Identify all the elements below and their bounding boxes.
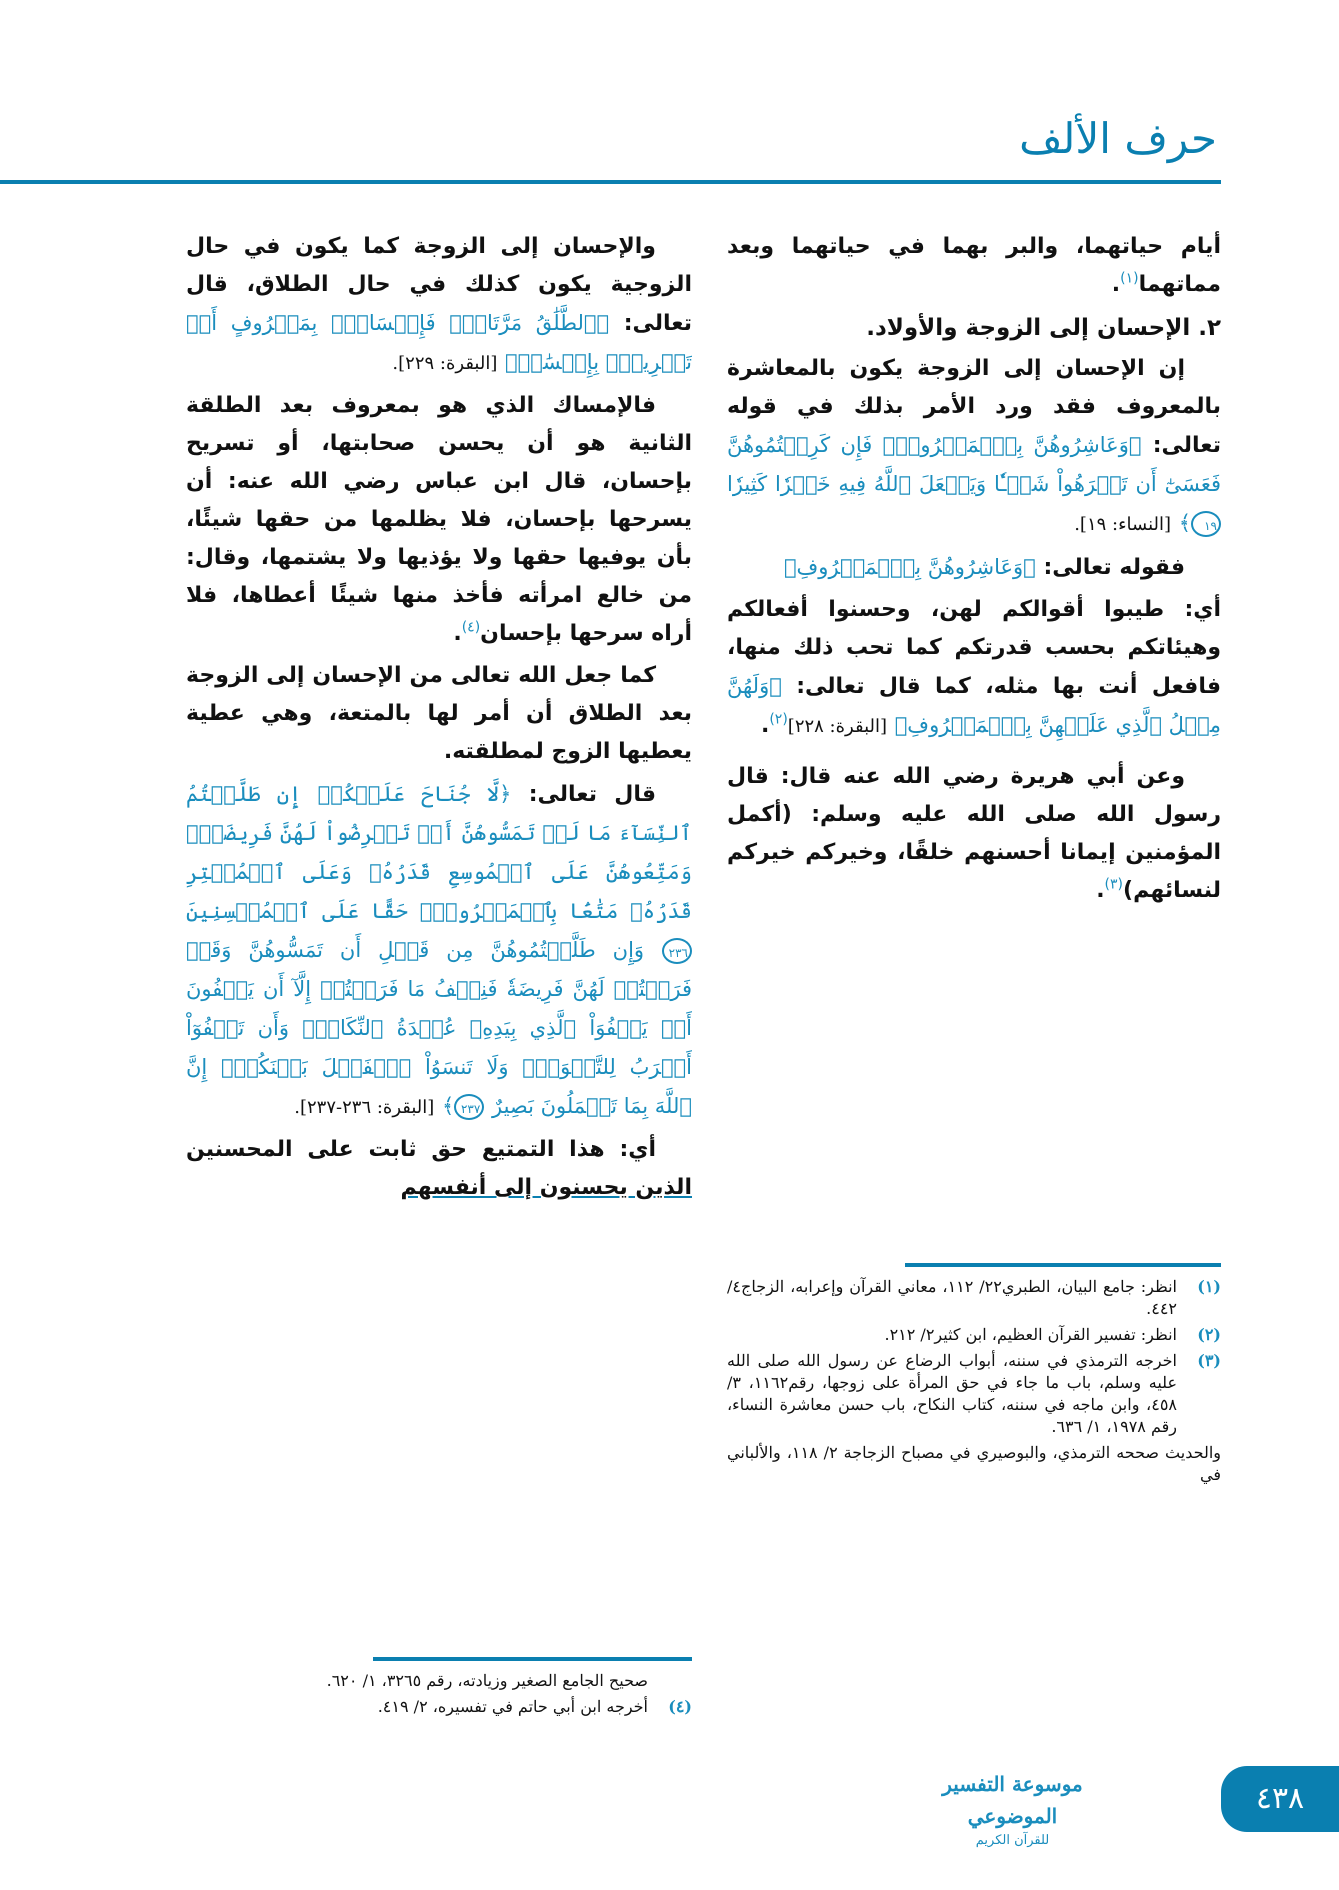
left-column [186,228,692,1652]
footnote-number: (١) [1197,1277,1221,1296]
paragraph: فقوله تعالى: ﴿وَعَاشِرُوهُنَّ بِٱلۡمَعۡرُوفِ﴾ [783,555,1185,580]
section-heading: ٢. الإحسان إلى الزوجة والأولاد. [866,315,1221,341]
encyclopedia-logo [905,1768,1120,1848]
footnote-text: اخرجه الترمذي في سننه، أبواب الرضاع عن رسول الله صلى الله عليه وسلم، باب ما جاء في حق المرأة على زوجها، رقم١١٦٢، ٣/ ٤٥٨، وابن ماجه في سننه، كتاب النكاح، باب حسن معاشرة النساء، رقم ١٩٧٨، ١/ ٦٣٦. [727,1351,1177,1436]
chapter-title: حرف الألف [1019,114,1217,163]
footnote-separator [905,1263,1221,1267]
footnote-number: (٣) [1197,1351,1221,1370]
ayah-number-icon: ١٩ [1191,511,1221,537]
footnote-ref[interactable]: (١) [1120,270,1139,287]
quran-verse: ﴿لَّا جُنَاحَ عَلَيۡكُمۡ إِن طَلَّقۡتُمُ ٱلنِّسَآءَ مَا لَمۡ تَمَسُّوهُنَّ أَوۡ تَفۡرِضُواْ لَهُنَّ فَرِيضَةٗۚ وَمَتِّعُوهُنَّ عَلَى ٱلۡمُوسِعِ قَدَرُهُۥ وَعَلَى ٱلۡمُقۡتِرِ قَدَرُهُۥ مَتَٰعَۢا بِٱلۡمَعۡرُوفِۖ حَقًّا عَلَى ٱلۡمُحۡسِنِينَ [186,782,692,923]
footnote-ref[interactable]: (٣) [1104,876,1124,893]
verse-reference: [البقرة: ٢٣٦-٢٣٧]. [294,1097,435,1118]
footnote-number: (٤) [668,1697,692,1716]
paragraph: إن الإحسان إلى الزوجة يكون بالمعاشرة بالمعروف فقد ورد الأمر بذلك في قوله تعالى: ﴿وَعَاشِرُوهُنَّ بِٱلۡمَعۡرُوفِۚ فَإِن كَرِهۡتُمُوهُنَّ فَعَسَىٰٓ أَن تَكۡرَهُواْ شَيۡـٔٗا وَيَجۡعَلَ ٱللَّهُ فِيهِ خَيۡرٗا كَثِيرٗا ١٩﴾ [النساء: ١٩]. [727,356,1221,535]
footnote-item [186,1696,692,1718]
footnote-item [727,1350,1221,1438]
paragraph: أي: طيبوا أقوالكم لهن، وحسنوا أفعالكم وهيئاتكم بحسب قدرتكم كما تحب ذلك منها، فافعل أنت بها مثله، كما قال تعالى: ﴿وَلَهُنَّ مِثۡلُ ٱلَّذِي عَلَيۡهِنَّ بِٱلۡمَعۡرُوفِ﴾ [البقرة: ٢٢٨]$^{(٢)}$. [727,597,1221,738]
ayah-number-icon: ٢٣٦ [662,938,692,964]
footnote-item [727,1324,1221,1346]
footnote-separator [373,1657,692,1661]
footnote-ref[interactable]: (٢) [769,711,788,728]
footnote-text: انظر: تفسير القرآن العظيم، ابن كثير٢/ ٢١٢. [884,1325,1177,1344]
paragraph: والإحسان إلى الزوجة كما يكون في حال الزوجية يكون كذلك في حال الطلاق، قال تعالى: ﴿ٱلطَّلَٰقُ مَرَّتَانِۖ فَإِمۡسَاكُۢ بِمَعۡرُوفٍ أَوۡ تَسۡرِيحُۢ بِإِحۡسَٰنٖ﴾ [البقرة: ٢٢٩]. [186,234,692,374]
paragraph: أي: هذا التمتيع حق ثابت على المحسنين الذين يحسنون إلى أنفسهم [186,1137,692,1200]
quran-verse: ﴿وَعَاشِرُوهُنَّ بِٱلۡمَعۡرُوفِ﴾ [783,555,1036,579]
underlined-text: الذين يحسنون إلى أنفسهم [400,1175,692,1200]
paragraph: وعن أبي هريرة رضي الله عنه قال: قال رسول الله صلى الله عليه وسلم: (أكمل المؤمنين إيمانا أحسنهم خلقًا، وخيركم خيركم لنسائهم)$^{(٣)}$. [727,764,1221,903]
quran-verse: ﴿وَعَاشِرُوهُنَّ بِٱلۡمَعۡرُوفِۚ فَإِن كَرِهۡتُمُوهُنَّ فَعَسَىٰٓ أَن تَكۡرَهُواْ شَيۡـٔٗا وَيَجۡعَلَ ٱللَّهُ فِيهِ خَيۡرٗا كَثِيرٗا [727,433,1221,496]
footnote-continuation: والحديث صححه الترمذي، والبوصيري في مصباح الزجاجة ٢/ ١١٨، والألباني في [727,1443,1221,1484]
footnote-continuation: صحيح الجامع الصغير وزيادته، رقم ٣٢٦٥، ١/ ٦٢٠. [326,1671,648,1690]
paragraph: فالإمساك الذي هو بمعروف بعد الطلقة الثانية هو أن يحسن صحابتها، أو تسريح بإحسان، قال ابن عباس رضي الله عنه: أن يسرحها بإحسان، فلا يظلمها من حقها شيئًا، بأن يوفيها حقها ولا يؤذيها ولا يشتمها، وقال: من خالع امرأته فأخذ منها شيئًا أعطاها، فلا أراه سرحها بإحسان$^{(٤)}$. [186,393,692,646]
verse-reference: [البقرة: ٢٢٨] [787,716,888,737]
logo-title: موسوعة التفسير الموضوعي [942,1772,1083,1828]
ayah-number-icon: ٢٣٧ [454,1094,484,1120]
verse-reference: [البقرة: ٢٢٩]. [392,353,498,374]
quran-verse: ﴿وَلَهُنَّ مِثۡلُ ٱلَّذِي عَلَيۡهِنَّ بِٱلۡمَعۡرُوفِ﴾ [727,674,1221,737]
right-column [727,228,1221,1258]
paragraph: قال تعالى: ﴿لَّا جُنَاحَ عَلَيۡكُمۡ إِن طَلَّقۡتُمُ ٱلنِّسَآءَ مَا لَمۡ تَمَسُّوهُنَّ أَوۡ تَفۡرِضُواْ لَهُنَّ فَرِيضَةٗۚ وَمَتِّعُوهُنَّ عَلَى ٱلۡمُوسِعِ قَدَرُهُۥ وَعَلَى ٱلۡمُقۡتِرِ قَدَرُهُۥ مَتَٰعَۢا بِٱلۡمَعۡرُوفِۖ حَقًّا عَلَى ٱلۡمُحۡسِنِينَ ٢٣٦ وَإِن طَلَّقۡتُمُوهُنَّ مِن قَبۡلِ أَن تَمَسُّوهُنَّ وَقَدۡ فَرَضۡتُمۡ لَهُنَّ فَرِيضَةٗ فَنِصۡفُ مَا فَرَضۡتُمۡ إِلَّآ أَن يَعۡفُونَ أَوۡ يَعۡفُوَاْ ٱلَّذِي بِيَدِهِۦ عُقۡدَةُ ٱلنِّكَاحِۚ وَأَن تَعۡفُوٓاْ أَقۡرَبُ لِلتَّقۡوَىٰۚ وَلَا تَنسَوُاْ ٱلۡفَضۡلَ بَيۡنَكُمۡۚ إِنَّ ٱللَّهَ بِمَا تَعۡمَلُونَ بَصِيرٌ ٢٣٧﴾ [البقرة: ٢٣٦-٢٣٧]. [186,782,692,1118]
verse-reference: [النساء: ١٩]. [1074,514,1172,535]
footnotes-right [727,1276,1221,1758]
quran-verse: وَإِن طَلَّقۡتُمُوهُنَّ مِن قَبۡلِ أَن تَمَسُّوهُنَّ وَقَدۡ فَرَضۡتُمۡ لَهُنَّ فَرِيضَةٗ فَنِصۡفُ مَا فَرَضۡتُمۡ إِلَّآ أَن يَعۡفُونَ أَوۡ يَعۡفُوَاْ ٱلَّذِي بِيَدِهِۦ عُقۡدَةُ ٱلنِّكَاحِۚ وَأَن تَعۡفُوٓاْ أَقۡرَبُ لِلتَّقۡوَىٰۚ وَلَا تَنسَوُاْ ٱلۡفَضۡلَ بَيۡنَكُمۡۚ إِنَّ ٱللَّهَ بِمَا تَعۡمَلُونَ بَصِيرٌ [186,938,692,1118]
paragraph: كما جعل الله تعالى من الإحسان إلى الزوجة بعد الطلاق أن أمر لها بالمتعة، وهي عطية يعطيها الزوج لمطلقته. [186,663,692,764]
quran-verse: ﴿ٱلطَّلَٰقُ مَرَّتَانِۖ فَإِمۡسَاكُۢ بِمَعۡرُوفٍ أَوۡ تَسۡرِيحُۢ بِإِحۡسَٰنٖ﴾ [186,311,692,374]
paragraph: أيام حياتهما، والبر بهما في حياتهما وبعد مماتهما$^{(١)}$. [727,234,1221,297]
footnote-ref[interactable]: (٤) [461,619,481,636]
footnote-text: أخرجه ابن أبي حاتم في تفسيره، ٢/ ٤١٩. [377,1697,648,1716]
footnotes-left [186,1670,692,1762]
footnote-text: انظر: جامع البيان، الطبري٢٢/ ١١٢، معاني القرآن وإعرابه، الزجاج٤/ ٤٤٢. [727,1277,1178,1318]
page-number-badge: ٤٣٨ [1221,1766,1339,1832]
footnote-item [727,1276,1221,1320]
header-rule [0,180,1221,184]
footnote-number: (٢) [1197,1325,1221,1344]
logo-subtitle: للقرآن الكريم [975,1833,1050,1848]
